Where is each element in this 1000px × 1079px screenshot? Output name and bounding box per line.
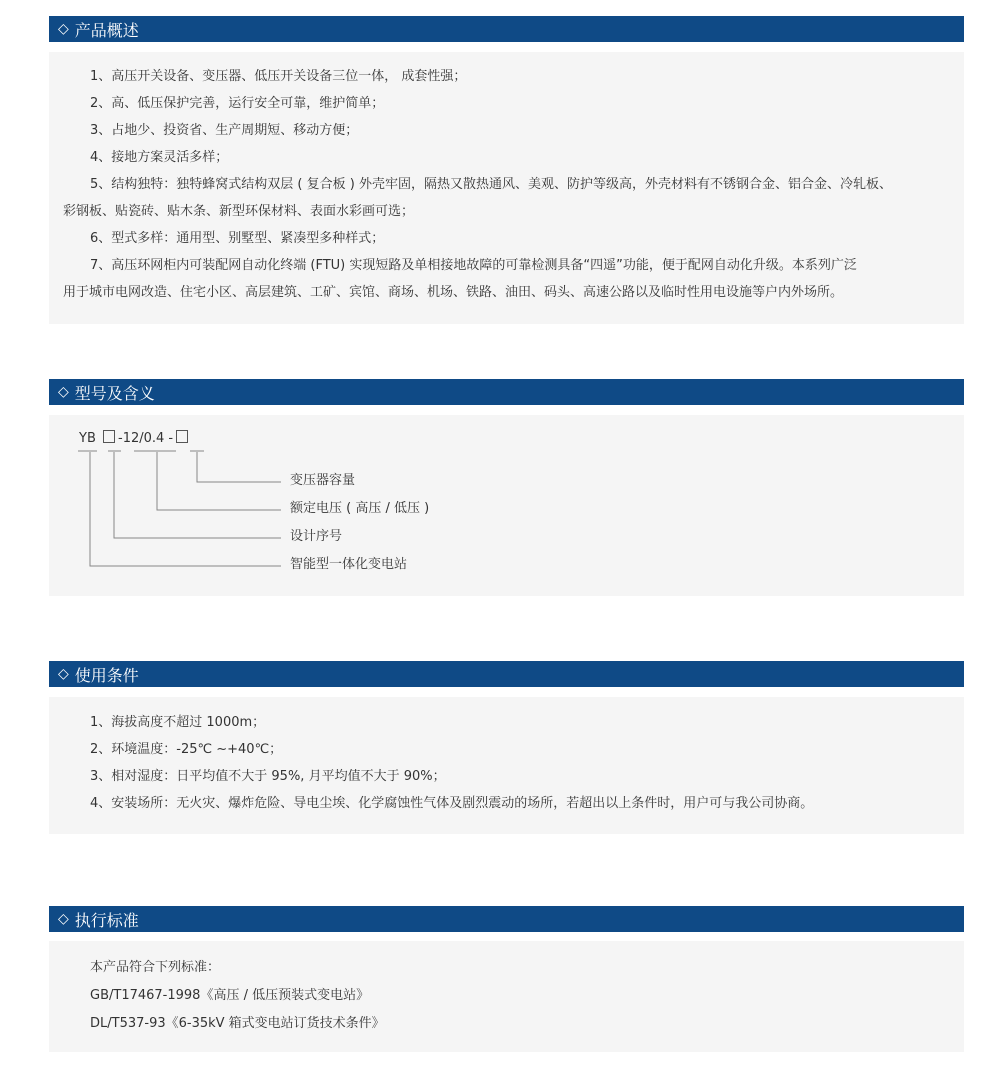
list-item: 彩钢板、贴瓷砖、贴木条、新型环保材料、表面水彩画可选； xyxy=(63,204,415,219)
list-item: 5、结构独特：独特蜂窝式结构双层 ( 复合板 ) 外壳牢固，隔热又散热通风、美观、防护等级高，外壳材料有不锈钢合金、铝合金、冷轧板、 xyxy=(90,177,892,192)
model-middle: -12/0.4 - xyxy=(118,431,174,446)
section-header-model xyxy=(49,379,964,405)
list-item: GB/T17467-1998《高压 / 低压预装式变电站》 xyxy=(90,988,370,1003)
list-item: 6、型式多样：通用型、别墅型、紧凑型多种样式； xyxy=(90,231,385,246)
section-title: 型号及含义 xyxy=(74,383,155,403)
list-item: 3、占地少、投资省、生产周期短、移动方便； xyxy=(90,123,359,138)
list-item: 1、高压开关设备、变压器、低压开关设备三位一体， 成套性强； xyxy=(90,69,467,84)
model-label: 额定电压 ( 高压 / 低压 ) xyxy=(290,501,430,516)
section-title: 产品概述 xyxy=(74,20,139,40)
section-header-standards xyxy=(49,906,964,932)
section-title: 执行标准 xyxy=(74,910,139,930)
list-item: 4、安装场所：无火灾、爆炸危险、导电尘埃、化学腐蚀性气体及剧烈震动的场所，若超出以上条件时，用户可与我公司协商。 xyxy=(90,796,814,811)
overview-panel xyxy=(49,52,964,324)
model-prefix: YB xyxy=(79,431,96,446)
list-item: 1、海拔高度不超过 1000m； xyxy=(90,715,266,730)
diamond-icon: ◇ xyxy=(58,21,69,37)
list-item: 本产品符合下列标准： xyxy=(90,960,221,975)
list-item: 3、相对湿度：日平均值不大于 95%, 月平均值不大于 90%； xyxy=(90,769,446,784)
list-item: DL/T537-93《6-35kV 箱式变电站订货技术条件》 xyxy=(90,1016,385,1031)
section-title: 使用条件 xyxy=(74,665,139,685)
list-item: 2、环境温度：-25℃ ~+40℃； xyxy=(90,742,283,757)
model-label: 设计序号 xyxy=(290,529,343,544)
section-header-overview xyxy=(49,16,964,42)
model-panel xyxy=(49,415,964,596)
list-item: 2、高、低压保护完善，运行安全可靠，维护简单； xyxy=(90,96,385,111)
model-label: 智能型一体化变电站 xyxy=(290,557,408,572)
diamond-icon: ◇ xyxy=(58,384,69,400)
list-item: 4、接地方案灵活多样； xyxy=(90,150,229,165)
diamond-icon: ◇ xyxy=(58,666,69,682)
conditions-panel xyxy=(49,697,964,834)
list-item: 用于城市电网改造、住宅小区、高层建筑、工矿、宾馆、商场、机场、铁路、油田、码头、高速公路以及临时性用电设施等户内外场所。 xyxy=(63,285,844,300)
model-connector-lines xyxy=(49,415,964,596)
section-header-conditions xyxy=(49,661,964,687)
model-label: 变压器容量 xyxy=(290,473,356,488)
standards-panel xyxy=(49,941,964,1052)
list-item: 7、高压环网柜内可装配网自动化终端 (FTU) 实现短路及单相接地故障的可靠检测具备“四遥”功能，便于配网自动化升级。本系列广泛 xyxy=(90,258,857,273)
diamond-icon: ◇ xyxy=(58,911,69,927)
